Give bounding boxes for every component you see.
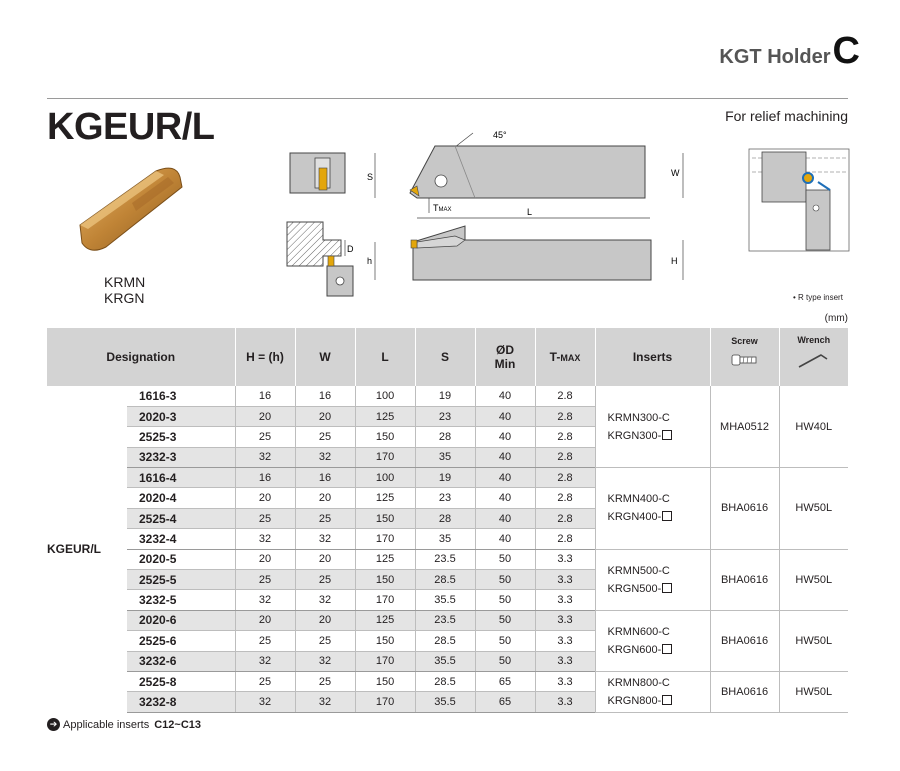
cell-w: 32 bbox=[295, 447, 355, 467]
footer-pages[interactable]: C12~C13 bbox=[154, 718, 202, 731]
section-letter: C bbox=[832, 30, 860, 72]
cell-tmax: 3.3 bbox=[535, 671, 595, 691]
insert-krmn: KRMN800-C bbox=[607, 676, 670, 689]
table-header-row bbox=[47, 328, 848, 386]
insert-name-krmn: KRMN bbox=[104, 274, 146, 290]
cell-h: 25 bbox=[235, 427, 295, 447]
cell-tmax: 3.3 bbox=[535, 692, 595, 712]
cell-tmax: 3.3 bbox=[535, 610, 595, 630]
holder-top-view bbox=[365, 118, 700, 226]
cell-od: 40 bbox=[475, 386, 535, 406]
cell-s: 28 bbox=[415, 427, 475, 447]
wrench-cell: HW50L bbox=[779, 549, 848, 610]
cell-w: 25 bbox=[295, 570, 355, 590]
cell-tmax: 2.8 bbox=[535, 508, 595, 528]
cell-l: 125 bbox=[355, 549, 415, 569]
cell-s: 28.5 bbox=[415, 671, 475, 691]
cell-h: 20 bbox=[235, 488, 295, 508]
holder-side-view-small bbox=[285, 148, 355, 198]
family-name: KGEUR/L bbox=[47, 542, 101, 557]
footer-note bbox=[47, 718, 201, 731]
cell-s: 35 bbox=[415, 447, 475, 467]
cell-h: 25 bbox=[235, 570, 295, 590]
cell-h: 32 bbox=[235, 590, 295, 610]
blank-box-icon bbox=[662, 511, 672, 521]
row-code: 2525-6 bbox=[127, 631, 235, 651]
page-subtitle: For relief machining bbox=[725, 108, 848, 124]
cell-w: 25 bbox=[295, 427, 355, 447]
cell-s: 23 bbox=[415, 488, 475, 508]
header-divider bbox=[47, 98, 848, 99]
cell-s: 35.5 bbox=[415, 692, 475, 712]
section-title: KGT Holder bbox=[719, 46, 831, 68]
cell-h: 20 bbox=[235, 610, 295, 630]
col-inserts: Inserts bbox=[595, 328, 710, 386]
cell-h: 20 bbox=[235, 549, 295, 569]
inserts-cell bbox=[595, 610, 710, 671]
cell-l: 170 bbox=[355, 651, 415, 671]
col-screw: Screw bbox=[710, 328, 779, 386]
cell-tmax: 2.8 bbox=[535, 529, 595, 549]
row-code: 2020-5 bbox=[127, 549, 235, 569]
cell-h: 25 bbox=[235, 508, 295, 528]
r-type-insert-detail bbox=[748, 148, 850, 252]
cell-tmax: 2.8 bbox=[535, 386, 595, 406]
col-s: S bbox=[415, 328, 475, 386]
wrench-cell: HW50L bbox=[779, 610, 848, 671]
col-designation: Designation bbox=[47, 328, 235, 386]
wrench-cell: HW50L bbox=[779, 671, 848, 712]
col-tmax: T-MAX bbox=[535, 328, 595, 386]
table-row bbox=[47, 671, 848, 691]
cell-w: 20 bbox=[295, 406, 355, 426]
row-code: 3232-4 bbox=[127, 529, 235, 549]
row-code: 2525-4 bbox=[127, 508, 235, 528]
dim-label-w: W bbox=[671, 168, 680, 178]
cell-od: 40 bbox=[475, 488, 535, 508]
row-code: 2020-6 bbox=[127, 610, 235, 630]
row-code: 2525-5 bbox=[127, 570, 235, 590]
cell-w: 20 bbox=[295, 488, 355, 508]
cell-tmax: 2.8 bbox=[535, 406, 595, 426]
cell-l: 150 bbox=[355, 631, 415, 651]
designation-table bbox=[47, 328, 848, 713]
cell-l: 100 bbox=[355, 468, 415, 488]
col-w: W bbox=[295, 328, 355, 386]
cell-s: 35.5 bbox=[415, 590, 475, 610]
cell-od: 40 bbox=[475, 447, 535, 467]
row-code: 3232-6 bbox=[127, 651, 235, 671]
cell-l: 170 bbox=[355, 590, 415, 610]
r-type-note: • R type insert bbox=[793, 293, 843, 302]
cell-w: 16 bbox=[295, 386, 355, 406]
row-code: 3232-8 bbox=[127, 692, 235, 712]
table-row bbox=[47, 549, 848, 569]
cell-h: 32 bbox=[235, 529, 295, 549]
cell-od: 40 bbox=[475, 468, 535, 488]
cell-w: 32 bbox=[295, 651, 355, 671]
section-header bbox=[719, 30, 860, 73]
insert-krmn: KRMN600-C bbox=[607, 625, 670, 638]
cell-h: 32 bbox=[235, 651, 295, 671]
cell-w: 25 bbox=[295, 508, 355, 528]
cell-od: 40 bbox=[475, 406, 535, 426]
cell-s: 19 bbox=[415, 386, 475, 406]
table-row bbox=[47, 386, 848, 406]
row-code: 2525-3 bbox=[127, 427, 235, 447]
insert-krgn: KRGN300- bbox=[607, 429, 662, 442]
dim-label-angle: 45° bbox=[493, 130, 507, 140]
cell-w: 32 bbox=[295, 590, 355, 610]
row-code: 1616-4 bbox=[127, 468, 235, 488]
inserts-cell bbox=[595, 386, 710, 468]
row-code: 2525-8 bbox=[127, 671, 235, 691]
dim-label-l: L bbox=[527, 207, 533, 217]
arrow-right-icon: ➔ bbox=[47, 718, 60, 731]
screw-cell: BHA0616 bbox=[710, 610, 779, 671]
cell-od: 50 bbox=[475, 570, 535, 590]
row-code: 1616-3 bbox=[127, 386, 235, 406]
cell-tmax: 2.8 bbox=[535, 427, 595, 447]
insert-krmn: KRMN300-C bbox=[607, 411, 670, 424]
cell-l: 170 bbox=[355, 692, 415, 712]
screw-cell: BHA0616 bbox=[710, 468, 779, 550]
cell-s: 28.5 bbox=[415, 631, 475, 651]
cell-od: 50 bbox=[475, 610, 535, 630]
cell-l: 125 bbox=[355, 488, 415, 508]
col-wrench: Wrench bbox=[779, 328, 848, 386]
holder-side-view bbox=[365, 222, 700, 290]
blank-box-icon bbox=[662, 430, 672, 440]
screw-cell: BHA0616 bbox=[710, 671, 779, 712]
cell-od: 50 bbox=[475, 590, 535, 610]
cell-w: 25 bbox=[295, 671, 355, 691]
col-h: H = (h) bbox=[235, 328, 295, 386]
insert-krgn: KRGN500- bbox=[607, 582, 662, 595]
cell-w: 20 bbox=[295, 549, 355, 569]
insert-photo bbox=[72, 163, 188, 259]
cell-w: 32 bbox=[295, 692, 355, 712]
footer-label: Applicable inserts bbox=[63, 718, 150, 731]
insert-krmn: KRMN500-C bbox=[607, 564, 670, 577]
table-row bbox=[47, 610, 848, 630]
cell-w: 32 bbox=[295, 529, 355, 549]
cell-l: 170 bbox=[355, 529, 415, 549]
cell-tmax: 3.3 bbox=[535, 631, 595, 651]
blank-box-icon bbox=[662, 644, 672, 654]
page-title: KGEUR/L bbox=[47, 106, 215, 148]
cell-tmax: 2.8 bbox=[535, 447, 595, 467]
cell-od: 50 bbox=[475, 631, 535, 651]
dim-label-d: D bbox=[347, 244, 354, 254]
cell-tmax: 3.3 bbox=[535, 651, 595, 671]
cell-h: 25 bbox=[235, 631, 295, 651]
inserts-cell bbox=[595, 671, 710, 712]
cell-od: 40 bbox=[475, 427, 535, 447]
col-l: L bbox=[355, 328, 415, 386]
cell-s: 28 bbox=[415, 508, 475, 528]
cell-l: 150 bbox=[355, 508, 415, 528]
cell-l: 150 bbox=[355, 570, 415, 590]
blank-box-icon bbox=[662, 695, 672, 705]
cell-s: 23 bbox=[415, 406, 475, 426]
row-code: 3232-3 bbox=[127, 447, 235, 467]
cell-od: 40 bbox=[475, 529, 535, 549]
cell-l: 125 bbox=[355, 406, 415, 426]
inserts-cell bbox=[595, 468, 710, 550]
cell-h: 32 bbox=[235, 692, 295, 712]
cell-l: 150 bbox=[355, 427, 415, 447]
cell-h: 16 bbox=[235, 386, 295, 406]
cell-od: 40 bbox=[475, 508, 535, 528]
cell-od: 65 bbox=[475, 671, 535, 691]
cell-tmax: 3.3 bbox=[535, 570, 595, 590]
screw-cell: BHA0616 bbox=[710, 549, 779, 610]
cell-s: 23.5 bbox=[415, 549, 475, 569]
dim-label-H: H bbox=[671, 256, 678, 266]
unit-label: (mm) bbox=[824, 313, 848, 324]
table-row bbox=[47, 468, 848, 488]
wrench-cell: HW40L bbox=[779, 386, 848, 468]
cell-l: 170 bbox=[355, 447, 415, 467]
blank-box-icon bbox=[662, 583, 672, 593]
insert-krmn: KRMN400-C bbox=[607, 493, 670, 506]
cell-od: 50 bbox=[475, 651, 535, 671]
cell-l: 150 bbox=[355, 671, 415, 691]
cell-od: 50 bbox=[475, 549, 535, 569]
cell-od: 65 bbox=[475, 692, 535, 712]
row-code: 2020-3 bbox=[127, 406, 235, 426]
inserts-cell bbox=[595, 549, 710, 610]
cell-tmax: 2.8 bbox=[535, 468, 595, 488]
cell-w: 16 bbox=[295, 468, 355, 488]
cell-h: 32 bbox=[235, 447, 295, 467]
row-code: 2020-4 bbox=[127, 488, 235, 508]
insert-name-krgn: KRGN bbox=[104, 290, 145, 306]
cell-tmax: 2.8 bbox=[535, 488, 595, 508]
dim-label-tmax: TMAX bbox=[433, 203, 452, 213]
cell-s: 28.5 bbox=[415, 570, 475, 590]
cell-h: 25 bbox=[235, 671, 295, 691]
cell-tmax: 3.3 bbox=[535, 590, 595, 610]
cell-s: 23.5 bbox=[415, 610, 475, 630]
cell-w: 20 bbox=[295, 610, 355, 630]
dim-label-h: h bbox=[367, 256, 373, 266]
screw-icon bbox=[730, 352, 760, 368]
cell-w: 25 bbox=[295, 631, 355, 651]
cell-tmax: 3.3 bbox=[535, 549, 595, 569]
cell-h: 20 bbox=[235, 406, 295, 426]
screw-cell: MHA0512 bbox=[710, 386, 779, 468]
cell-l: 125 bbox=[355, 610, 415, 630]
workpiece-section-view bbox=[283, 218, 363, 300]
insert-krgn: KRGN800- bbox=[607, 694, 662, 707]
cell-l: 100 bbox=[355, 386, 415, 406]
dim-label-s: S bbox=[367, 172, 374, 182]
row-code: 3232-5 bbox=[127, 590, 235, 610]
cell-s: 35.5 bbox=[415, 651, 475, 671]
cell-h: 16 bbox=[235, 468, 295, 488]
wrench-cell: HW50L bbox=[779, 468, 848, 550]
insert-krgn: KRGN600- bbox=[607, 643, 662, 656]
cell-s: 19 bbox=[415, 468, 475, 488]
insert-krgn: KRGN400- bbox=[607, 511, 662, 524]
cell-s: 35 bbox=[415, 529, 475, 549]
wrench-icon bbox=[797, 351, 831, 369]
col-od: ØD Min bbox=[475, 328, 535, 386]
